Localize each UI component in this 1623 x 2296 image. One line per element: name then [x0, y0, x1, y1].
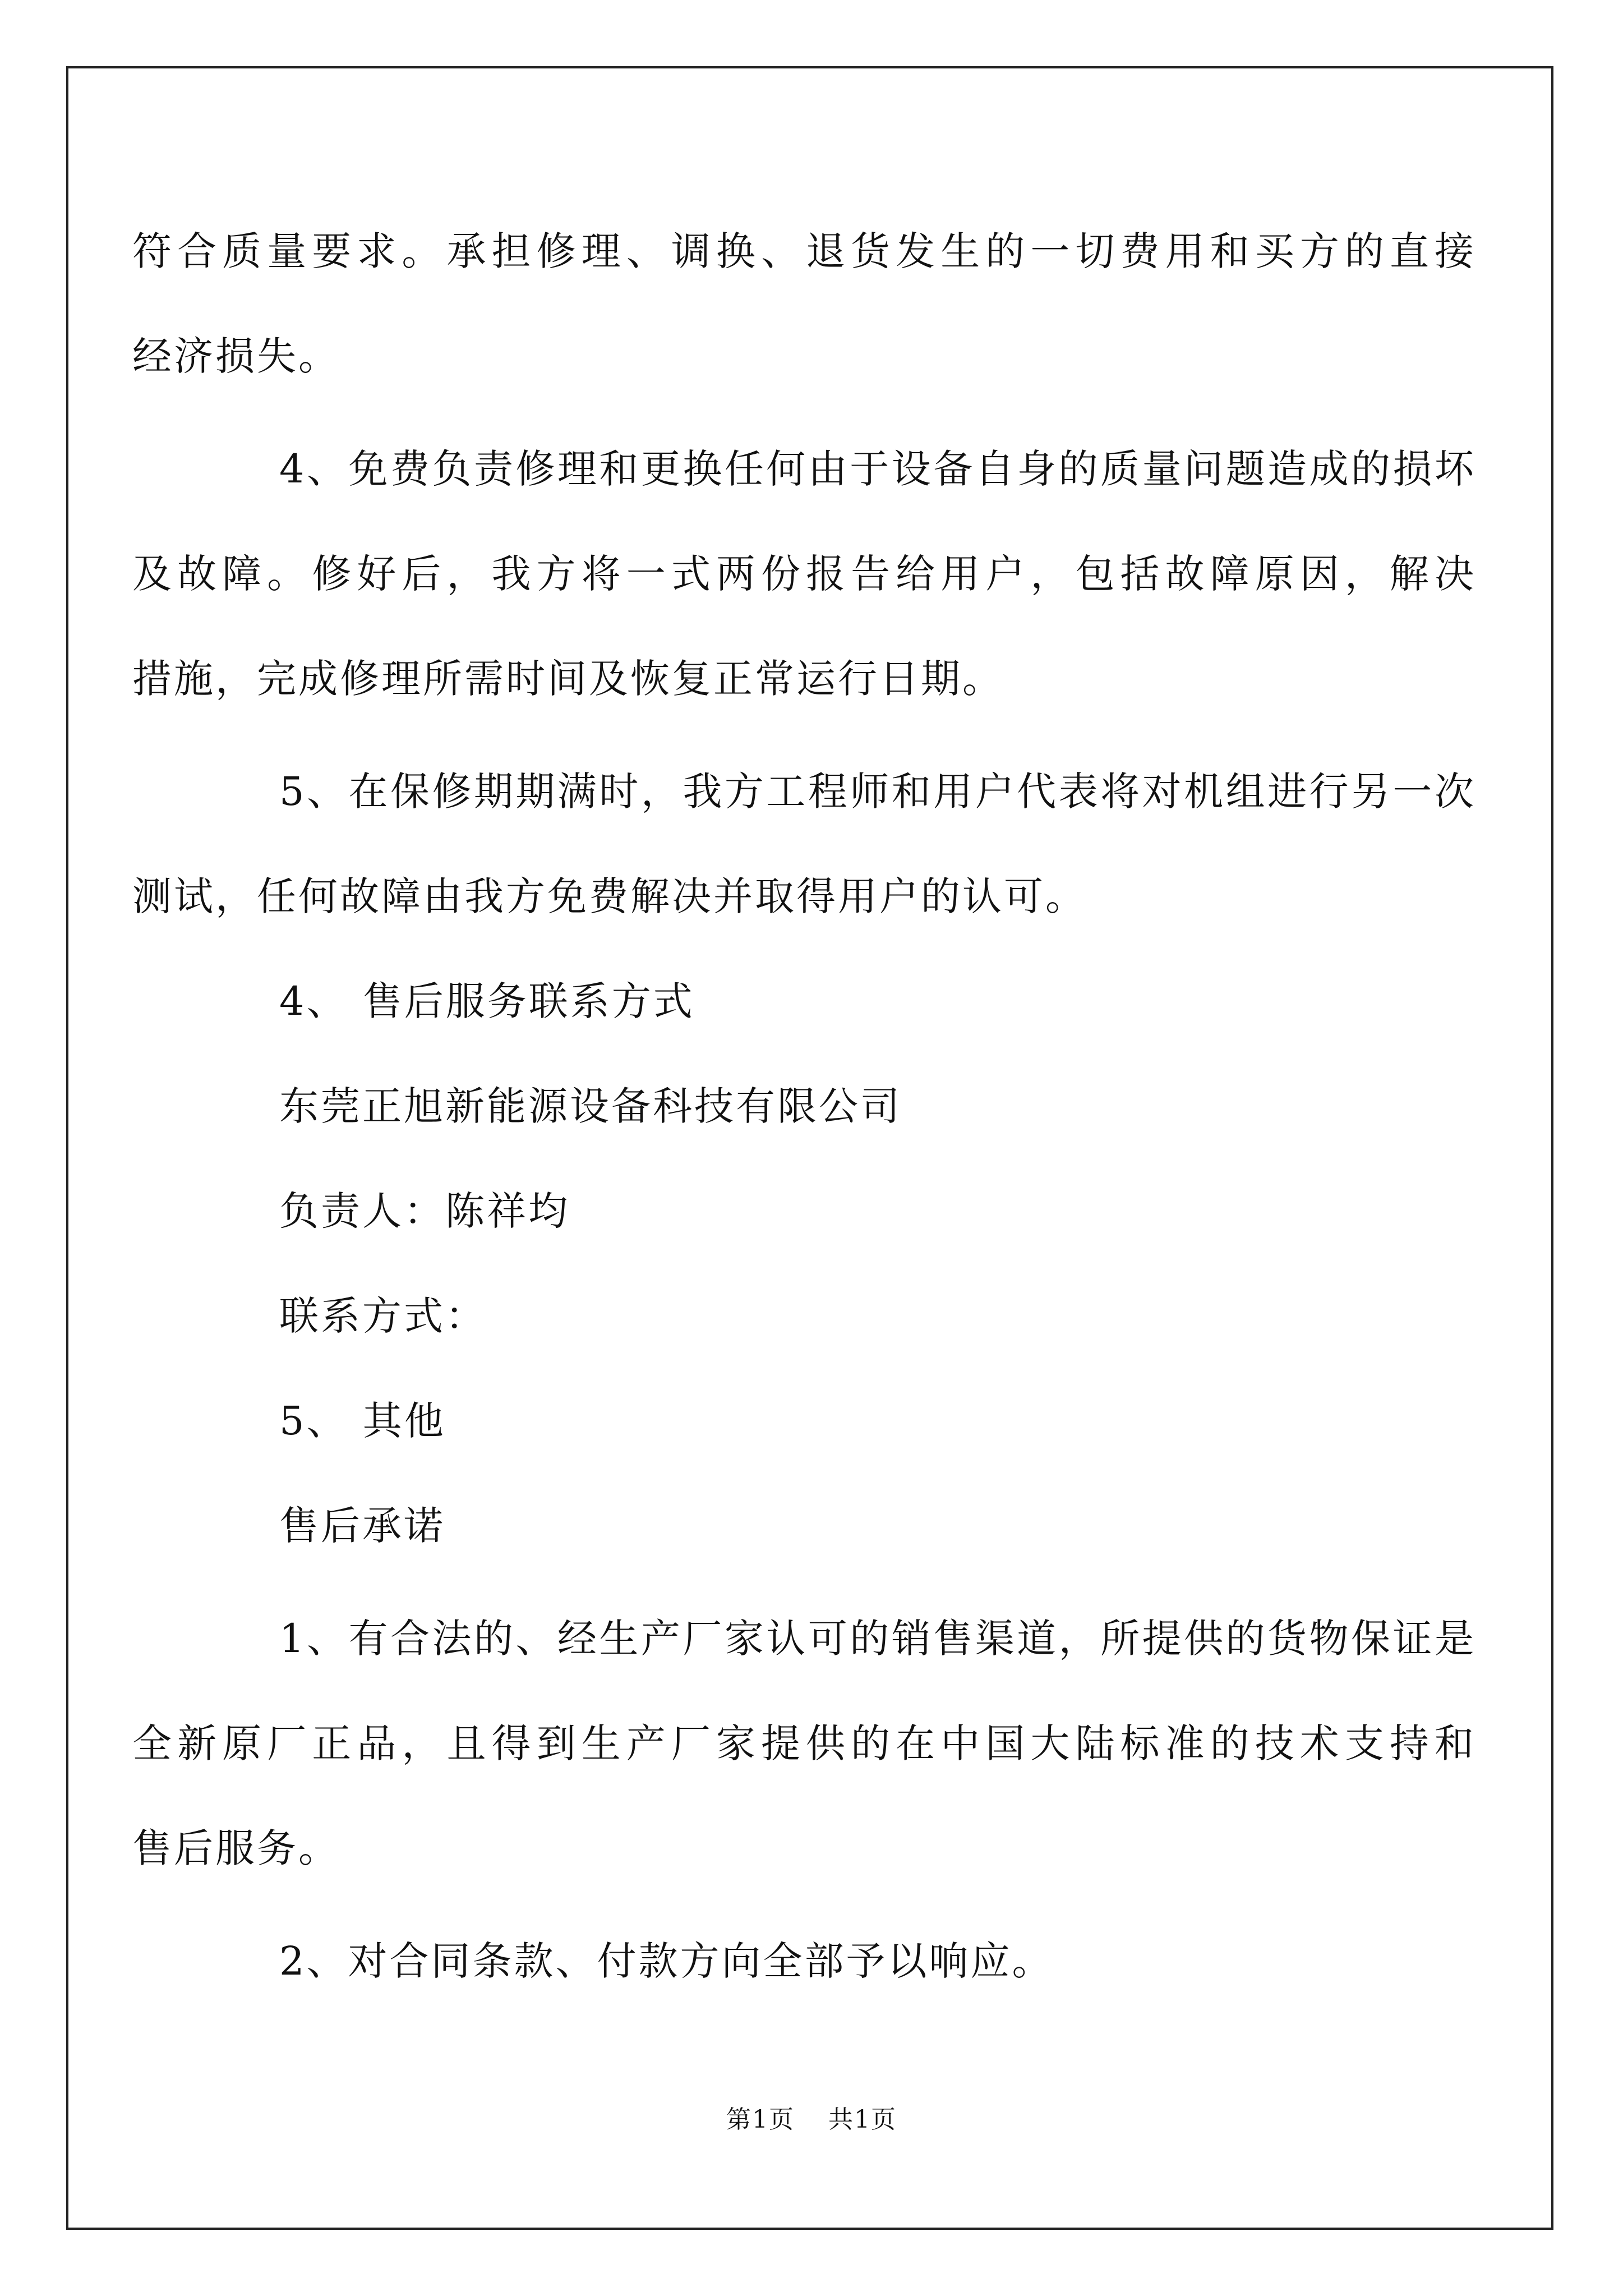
page-number: 第1页 — [726, 2105, 795, 2134]
paragraph-line: 售后服务。 — [132, 1825, 340, 1871]
paragraph-line: 经济损失。 — [132, 333, 340, 379]
paragraph-line: 及故障。修好后，我方将一式两份报告给用户，包括故障原因，解决 — [132, 551, 1476, 597]
contact-method: 联系方式： — [279, 1293, 487, 1339]
section-heading: 5、 其他 — [279, 1398, 446, 1444]
contact-person: 负责人：陈祥均 — [279, 1188, 570, 1234]
company-name: 东莞正旭新能源设备科技有限公司 — [279, 1083, 902, 1129]
section-heading: 4、 售后服务联系方式 — [279, 978, 695, 1024]
page-total: 共1页 — [828, 2105, 897, 2134]
paragraph-line: 全新原厂正品，且得到生产厂家提供的在中国大陆标准的技术支持和 — [132, 1720, 1476, 1766]
paragraph-line: 措施，完成修理所需时间及恢复正常运行日期。 — [132, 656, 1004, 702]
paragraph-line: 4、免费负责修理和更换任何由于设备自身的质量问题造成的损坏 — [279, 446, 1476, 492]
paragraph-line: 2、对合同条款、付款方向全部予以响应。 — [279, 1938, 1054, 1984]
paragraph-line: 5、在保修期期满时，我方工程师和用户代表将对机组进行另一次 — [279, 769, 1476, 815]
section-title: 售后承诺 — [279, 1503, 445, 1549]
paragraph-line: 测试，任何故障由我方免费解决并取得用户的认可。 — [132, 873, 1087, 919]
page-footer — [0, 2103, 1623, 2137]
paragraph-line: 1、有合法的、经生产厂家认可的销售渠道，所提供的货物保证是 — [279, 1616, 1476, 1662]
paragraph-line: 符合质量要求。承担修理、调换、退货发生的一切费用和买方的直接 — [132, 228, 1476, 274]
